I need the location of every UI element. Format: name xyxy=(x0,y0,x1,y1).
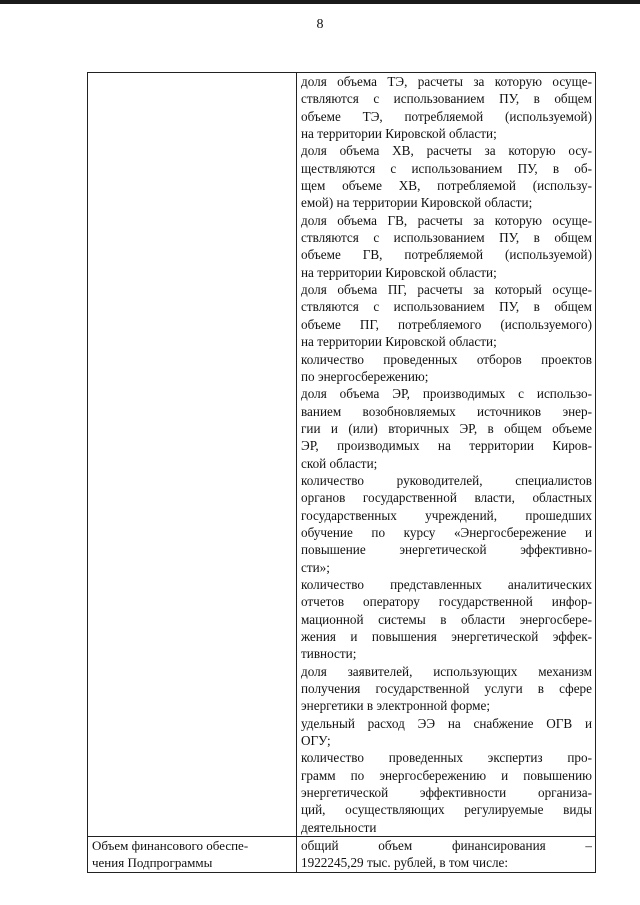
text-line: на территории Кировской области; xyxy=(301,126,497,142)
text-line: обучение по курсу «Энергосбережение и xyxy=(301,524,592,540)
text-line: энергетической эффективности организа- xyxy=(301,785,592,801)
text-line: объеме ПГ, потребляемого (используемого) xyxy=(301,316,592,332)
indicators-label-cell xyxy=(88,73,297,837)
text-line: ской области; xyxy=(301,455,378,471)
text-line: получения государственной услуги в сфере xyxy=(301,681,592,697)
financing-value-cell xyxy=(297,837,596,873)
text-line: отчетов оператору государственной инфор- xyxy=(301,594,592,610)
text-line: государственных учреждений, прошедших xyxy=(301,507,592,523)
text-line: ствляются с использованием ПУ, в общем xyxy=(301,230,592,246)
text-line: количество проведенных отборов проектов xyxy=(301,351,592,367)
financing-label xyxy=(88,837,296,872)
text-line: емой) на территории Кировской области; xyxy=(301,195,533,211)
text-line: количество представленных аналитических xyxy=(301,576,592,592)
text-line: доля объема ЭР, производимых с использо- xyxy=(301,386,592,402)
text-line: ствляются с использованием ПУ, в общем xyxy=(301,91,592,107)
text-line: грамм по энергосбережению и повышению xyxy=(301,767,592,783)
text-line: органов государственной власти, областных xyxy=(301,490,592,506)
text-line: доля объема ХВ, расчеты за которую осу- xyxy=(301,143,592,159)
text-line: удельный расход ЭЭ на снабжение ОГВ и xyxy=(301,715,592,731)
financing-label-cell xyxy=(88,837,297,873)
text-line: ществляются с использованием ПУ, в об- xyxy=(301,160,592,176)
text-line: ЭР, производимых на территории Киров- xyxy=(301,438,592,454)
text-line: количество проведенных экспертиз про- xyxy=(301,750,592,766)
text-line: чения Подпрограммы xyxy=(92,855,213,871)
text-line: энергетики в электронной форме; xyxy=(301,698,491,714)
page-top-edge xyxy=(0,0,640,4)
page-number: 8 xyxy=(316,17,324,32)
text-line: на территории Кировской области; xyxy=(301,334,497,350)
subprogram-passport-table xyxy=(87,72,596,873)
text-line: Объем финансового обеспе- xyxy=(92,838,249,854)
text-line: доля объема ПГ, расчеты за который осуще- xyxy=(301,282,592,298)
text-line: 1922245,29 тыс. рублей, в том числе: xyxy=(301,855,509,871)
text-line: по энергосбережению; xyxy=(301,368,429,384)
text-line: повышение энергетической эффективно- xyxy=(301,542,592,558)
text-line: щем объеме ХВ, потребляемой (использу- xyxy=(301,178,592,194)
text-line: объеме ГВ, потребляемой (используемой) xyxy=(301,247,592,263)
text-line: гии и (или) вторичных ЭР, в общем объеме xyxy=(301,420,592,436)
indicators-row xyxy=(88,73,596,837)
text-line: доля объема ТЭ, расчеты за которую осуще- xyxy=(301,74,592,89)
text-line: объеме ТЭ, потребляемой (используемой) xyxy=(301,108,592,124)
text-line: ствляются с использованием ПУ, в общем xyxy=(301,299,592,315)
text-line: жения и повышения энергетической эффек- xyxy=(301,629,592,644)
text-line: ОГУ; xyxy=(301,733,331,749)
text-line: доля заявителей, использующих механизм xyxy=(301,663,592,679)
text-line: количество руководителей, специалистов xyxy=(301,472,592,488)
indicators-text xyxy=(297,73,595,836)
text-line: ванием возобновляемых источников энер- xyxy=(301,403,592,419)
text-line: общий объем финансирования – xyxy=(301,838,592,854)
text-line: деятельности xyxy=(301,819,377,835)
text-line: ций, осуществляющих регулируемые виды xyxy=(301,802,592,818)
text-line: мационной системы в области энергосбере- xyxy=(301,611,592,627)
financing-row xyxy=(88,837,596,873)
text-line: тивности; xyxy=(301,646,357,662)
text-line: сти»; xyxy=(301,559,330,575)
text-line: доля объема ГВ, расчеты за которую осуще- xyxy=(301,212,592,228)
indicators-cell xyxy=(297,73,596,837)
financing-value xyxy=(297,837,595,872)
text-line: на территории Кировской области; xyxy=(301,264,497,280)
